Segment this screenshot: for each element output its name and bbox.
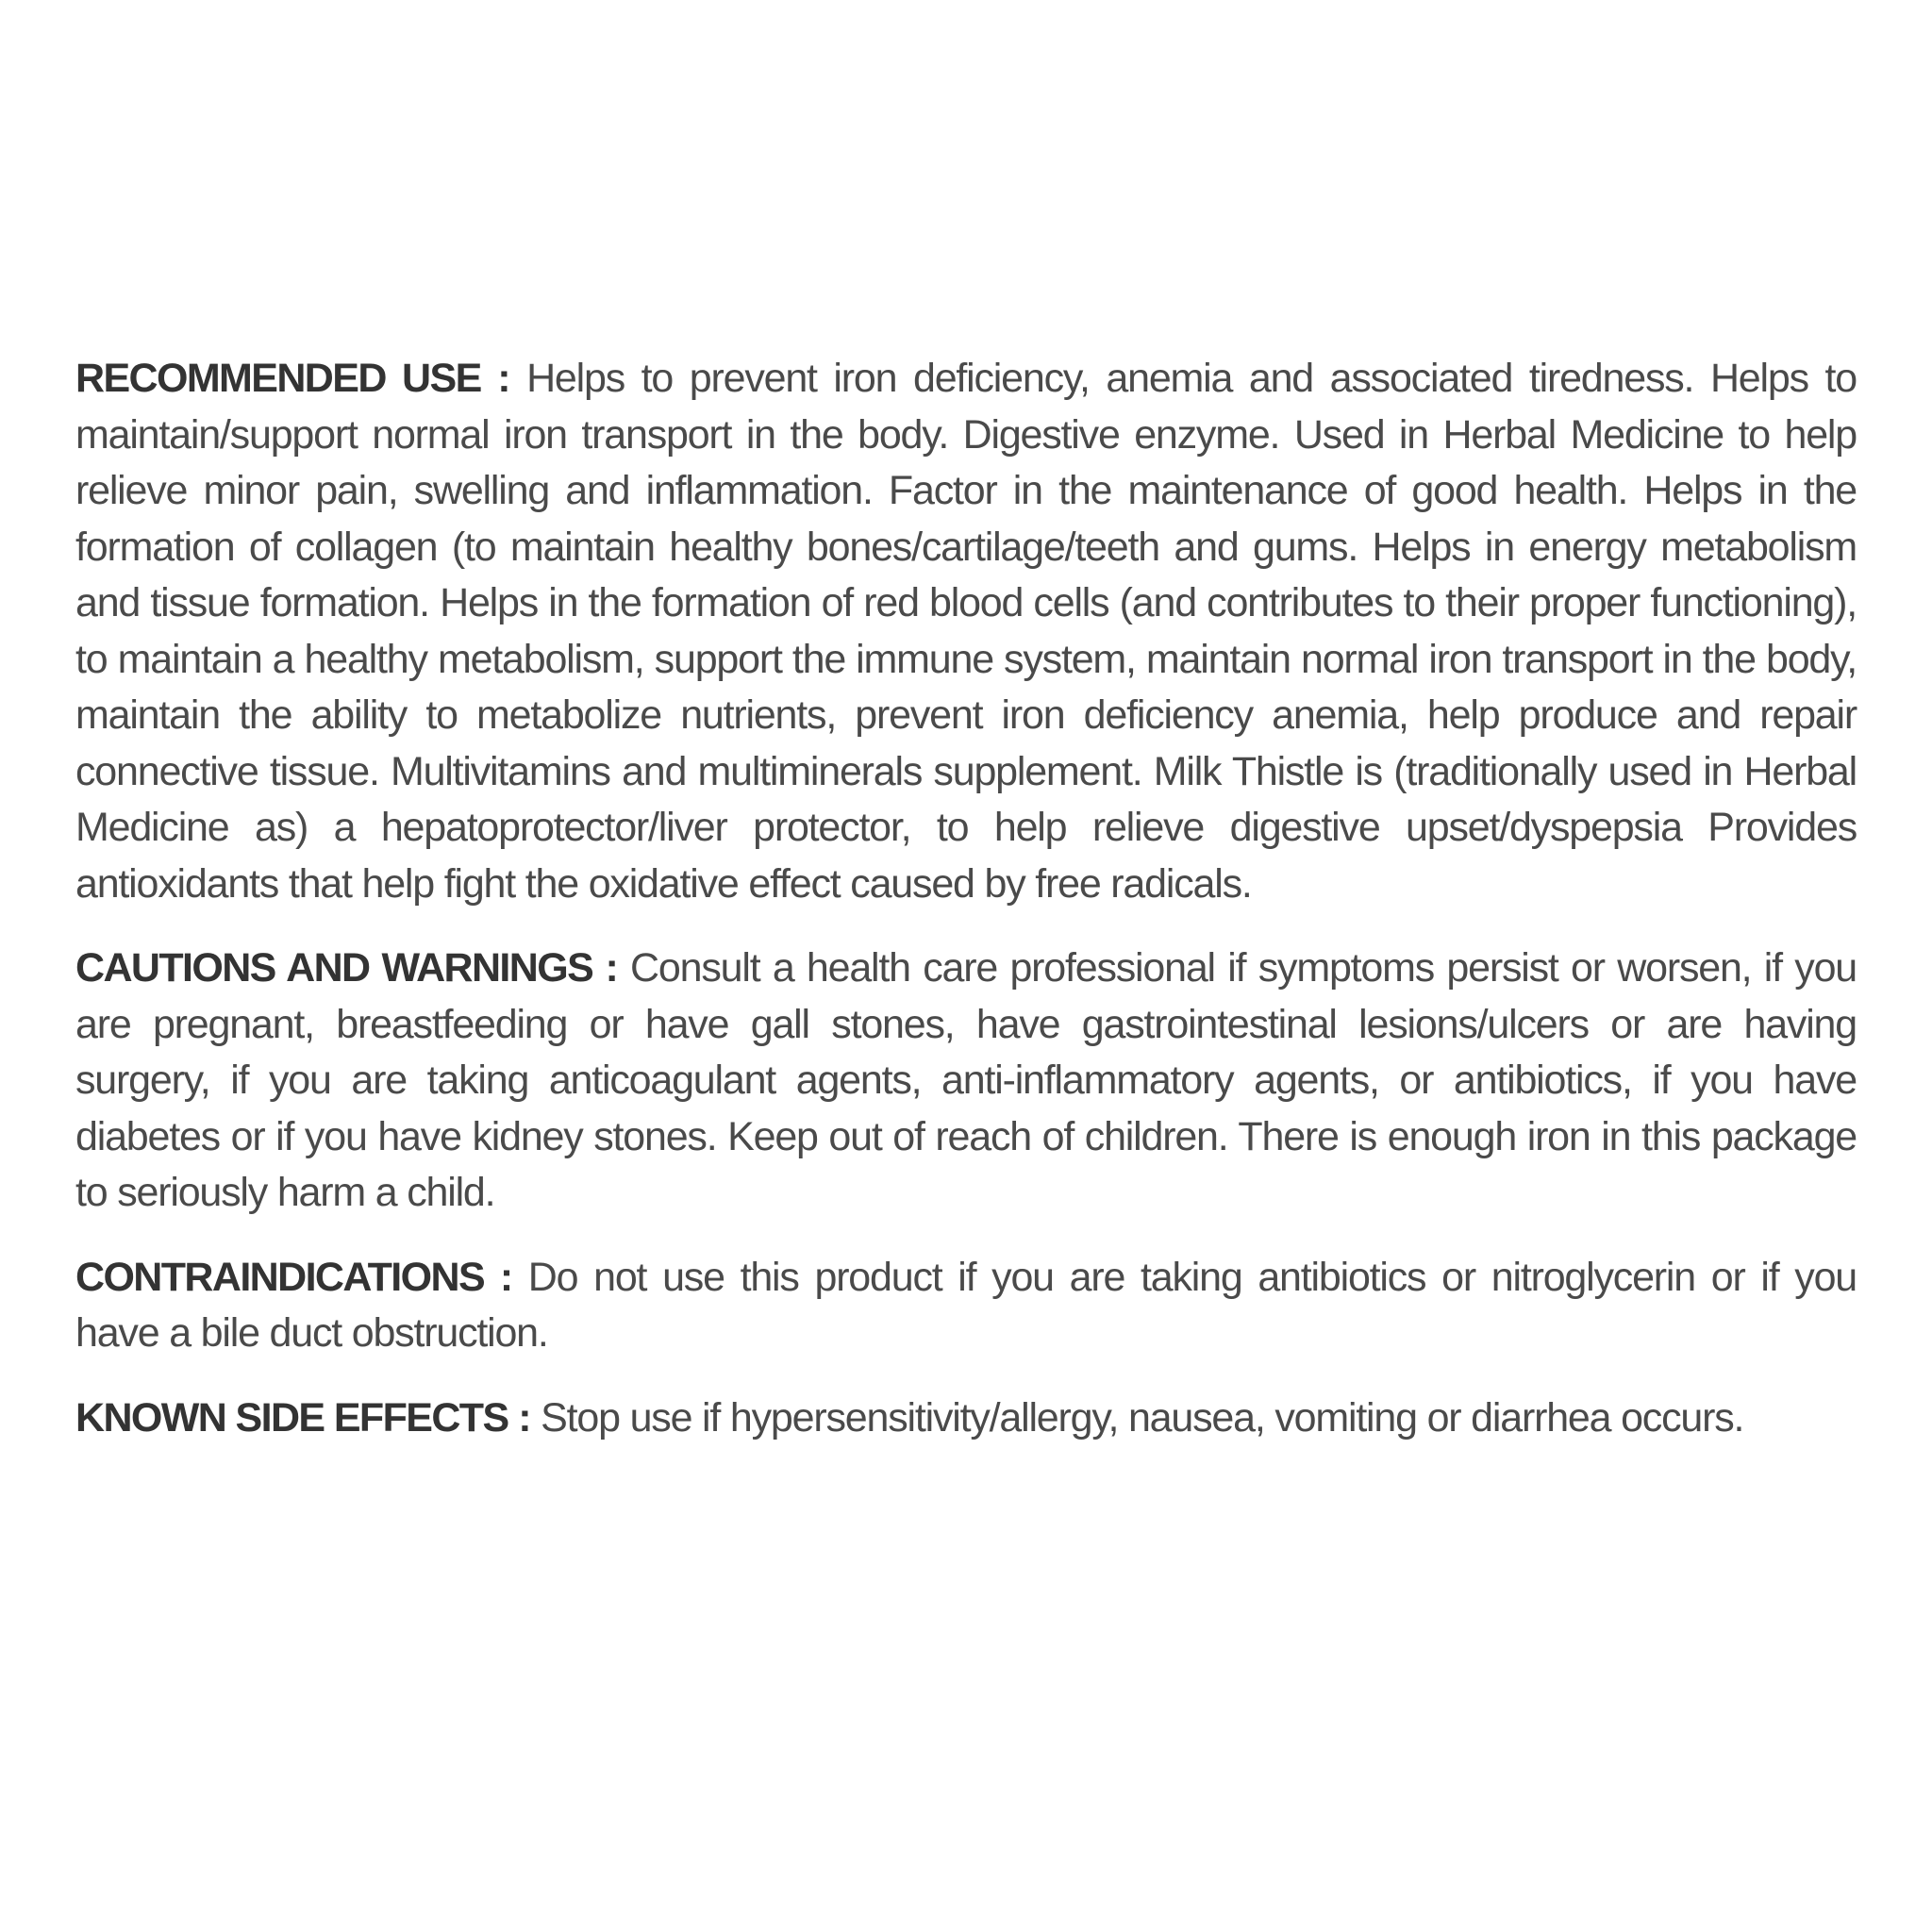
section-heading: CAUTIONS AND WARNINGS <box>75 945 593 991</box>
recommended-use-section <box>75 351 1857 912</box>
section-heading: RECOMMENDED USE <box>75 356 481 401</box>
section-body: Do not use this product if you are taking antibiotics or nitroglycerin or if you have a bile duct obstruction. <box>75 1254 1857 1356</box>
label-text-block <box>75 351 1857 1474</box>
section-body: Helps to prevent iron deficiency, anemia and associated tiredness. Helps to maintain/support normal iron transport in the body. Digestive enzyme. Used in Herbal Medicine to help relieve minor pain, swelling and inflammation. Factor in the maintenance of good health. Helps in the formation of collagen (to maintain healthy bones/cartilage/teeth and gums. Helps in energy metabolism and tissue formation. Helps in the formation of red blood cells (and contributes to their proper functioning), to maintain a healthy metabolism, support the immune system, maintain normal iron transport in the body, maintain the ability to metabolize nutrients, prevent iron deficiency anemia, help produce and repair connective tissue. Multivitamins and multiminerals supplement. Milk Thistle is (traditionally used in Herbal Medicine as) a hepatoprotector/liver protector, to help relieve digestive upset/dyspepsia Provides antioxidants that help fight the oxidative effect caused by free radicals. <box>75 356 1857 907</box>
section-separator: : <box>508 1394 541 1441</box>
section-separator: : <box>592 945 631 991</box>
section-heading: CONTRAINDICATIONS <box>75 1254 485 1300</box>
section-body: Stop use if hypersensitivity/allergy, nausea, vomiting or diarrhea occurs. <box>541 1394 1744 1441</box>
known-side-effects-section <box>75 1391 1857 1447</box>
contraindications-section <box>75 1250 1857 1362</box>
section-body: Consult a health care professional if symptoms persist or worsen, if you are pregnant, breastfeeding or have gall stones, have gastrointestinal lesions/ulcers or are having surgery, if you are taking anticoagulant agents, anti-inflammatory agents, or antibiotics, if you have diabetes or if you have kidney stones. Keep out of reach of children. There is enough iron in this package to seriously harm a child. <box>75 945 1857 1215</box>
cautions-and-warnings-section <box>75 941 1857 1222</box>
section-separator: : <box>484 1254 528 1300</box>
section-separator: : <box>480 356 527 401</box>
section-heading: KNOWN SIDE EFFECTS <box>75 1394 508 1441</box>
